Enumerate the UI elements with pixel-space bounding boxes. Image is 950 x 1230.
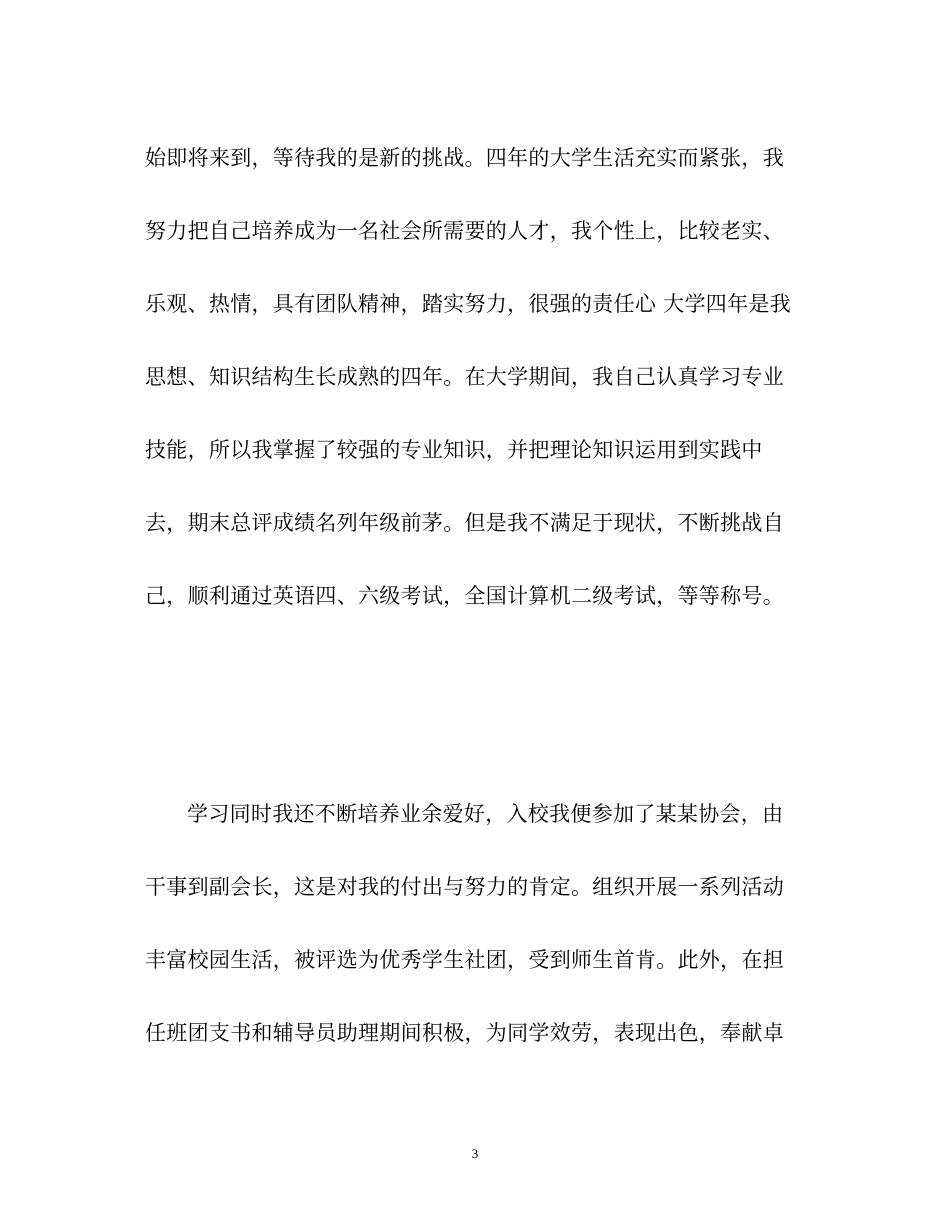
- paragraph-2-line-3: 丰富校园生活，被评选为优秀学生社团，受到师生首肯。此外，在担: [145, 948, 784, 972]
- paragraph-1-line-1: 始即将来到，等待我的是新的挑战。四年的大学生活充实而紧张，我: [145, 146, 784, 170]
- paragraph-1-line-6: 去，期末总评成绩名列年级前茅。但是我不满足于现状，不断挑战自: [145, 511, 784, 535]
- paragraph-2-line-1: 学习同时我还不断培养业余爱好，入校我便参加了某某协会，由: [187, 802, 784, 826]
- paragraph-1-line-3: 乐观、热情，具有团队精神，踏实努力，很强的责任心 大学四年是我: [145, 292, 791, 316]
- paragraph-2-line-2: 干事到副会长，这是对我的付出与努力的肯定。组织开展一系列活动: [145, 875, 784, 899]
- paragraph-1-line-4: 思想、知识结构生长成熟的四年。在大学期间，我自己认真学习专业: [145, 365, 784, 389]
- page-number: 3: [471, 1146, 479, 1161]
- paragraph-1-line-7: 己，顺利通过英语四、六级考试，全国计算机二级考试，等等称号。: [145, 584, 784, 608]
- paragraph-1-line-5: 技能，所以我掌握了较强的专业知识，并把理论知识运用到实践中: [145, 438, 763, 462]
- paragraph-2-line-4: 任班团支书和辅导员助理期间积极，为同学效劳，表现出色，奉献卓: [145, 1021, 784, 1045]
- paragraph-1-line-2: 努力把自己培养成为一名社会所需要的人才，我个性上，比较老实、: [145, 219, 784, 243]
